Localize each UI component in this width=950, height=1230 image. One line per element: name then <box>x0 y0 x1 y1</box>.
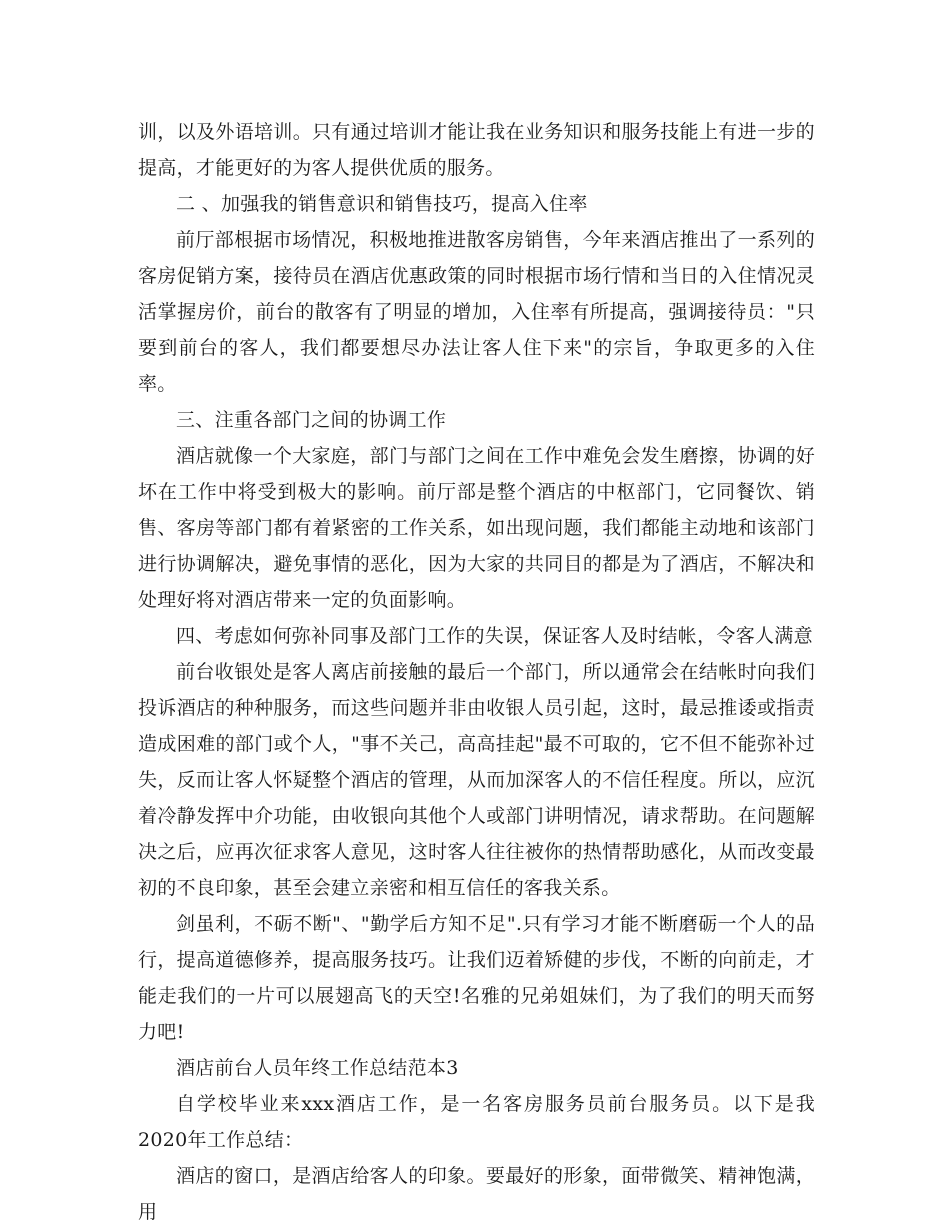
document-body <box>138 114 815 1230</box>
paragraph-cashier: 前台收银处是客人离店前接触的最后一个部门，所以通常会在结帐时向我们投诉酒店的种种服务，而这些问题并非由收银人员引起，这时，最忌推诿或指责造成困难的部门或个人，"事不关己，高高挂起"最不可取的，它不但不能弥补过失，反而让客人怀疑整个酒店的管理，从而加深客人的不信任程度。所以，应沉着冷静发挥中介功能，由收银向其他个人或部门讲明情况，请求帮助。在问题解决之后，应再次征求客人意见，这时客人往往被你的热情帮助感化，从而改变最初的不良印象，甚至会建立亲密和相互信任的客我关系。 <box>138 661 815 899</box>
paragraph-window: 酒店的窗口，是酒店给客人的印象。要最好的形象，面带微笑、精神饱满，用 <box>138 1165 815 1223</box>
paragraph-sales: 前厅部根据市场情况，积极地推进散客房销售，今年来酒店推出了一系列的客房促销方案，接待员在酒店优惠政策的同时根据市场行情和当日的入住情况灵活掌握房价，前台的散客有了明显的增加，入住率有所提高，强调接待员："只要到前台的客人，我们都要想尽办法让客人住下来"的宗旨，争取更多的入住率。 <box>138 229 815 395</box>
paragraph-intro: 自学校毕业来xxx酒店工作，是一名客房服务员前台服务员。以下是我2020年工作总结： <box>138 1093 815 1151</box>
paragraph-closing: 剑虽利，不砺不断"、"勤学后方知不足".只有学习才能不断磨砺一个人的品行，提高道德修养，提高服务技巧。让我们迈着矫健的步伐，不断的向前走，才能走我们的一片可以展翅高飞的天空!名雅的兄弟姐妹们，为了我们的明天而努力吧! <box>138 913 815 1043</box>
heading-section-three: 三、注重各部门之间的协调工作 <box>176 409 447 431</box>
heading-sample-three: 酒店前台人员年终工作总结范本3 <box>176 1057 459 1079</box>
heading-section-two: 二 、加强我的销售意识和销售技巧，提高入住率 <box>176 193 588 215</box>
heading-section-four: 四、考虑如何弥补同事及部门工作的失误，保证客人及时结帐，令客人满意 <box>176 625 813 647</box>
paragraph-training-end: 训，以及外语培训。只有通过培训才能让我在业务知识和服务技能上有进一步的提高，才能更好的为客人提供优质的服务。 <box>138 121 815 179</box>
paragraph-coordination: 酒店就像一个大家庭，部门与部门之间在工作中难免会发生磨擦，协调的好坏在工作中将受到极大的影响。前厅部是整个酒店的中枢部门，它同餐饮、销售、客房等部门都有着紧密的工作关系，如出现问题，我们都能主动地和该部门进行协调解决，避免事情的恶化，因为大家的共同目的都是为了酒店，不解决和处理好将对酒店带来一定的负面影响。 <box>138 445 815 611</box>
